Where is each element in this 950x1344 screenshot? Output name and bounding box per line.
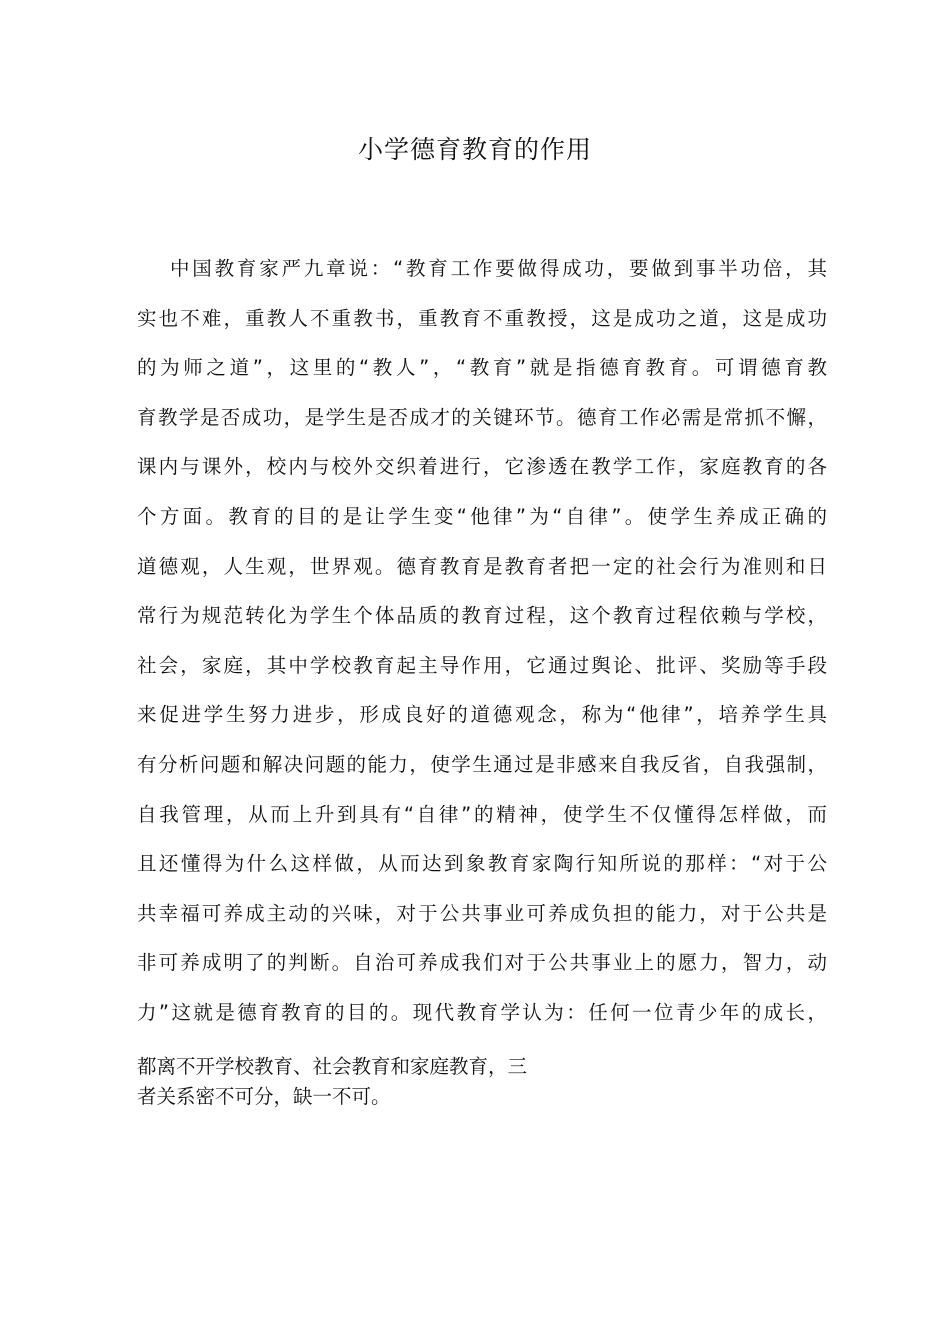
- paragraph-line: 个方面。教育的目的是让学生变“他律”为“自律”。使学生养成正确的: [137, 504, 827, 528]
- paragraph-line: 非可养成明了的判断。自治可养成我们对于公共事业上的愿力，智力，动: [137, 951, 827, 975]
- document-title: 小学德育教育的作用: [357, 135, 592, 164]
- paragraph-line: 课内与课外，校内与校外交织着进行，它渗透在教学工作，家庭教育的各: [137, 455, 827, 479]
- paragraph-line: 常行为规范转化为学生个体品质的教育过程，这个教育过程依赖与学校，: [137, 604, 827, 628]
- paragraph-line: 有分析问题和解决问题的能力，使学生通过是非感来自我反省，自我强制，: [137, 752, 827, 776]
- paragraph-line: 来促进学生努力进步，形成良好的道德观念，称为“他律”，培养学生具: [137, 703, 827, 727]
- paragraph-ending: [137, 1055, 527, 1109]
- paragraph-line: 道德观，人生观，世界观。德育教育是教育者把一定的社会行为准则和日: [137, 554, 827, 578]
- paragraph-line: 实也不难，重教人不重教书，重教育不重教授，这是成功之道，这是成功: [137, 306, 827, 330]
- paragraph-line: 自我管理，从而上升到具有“自律”的精神，使学生不仅懂得怎样做，而: [137, 802, 827, 826]
- paragraph-line: 社会，家庭，其中学校教育起主导作用，它通过舆论、批评、奖励等手段: [137, 653, 827, 677]
- body-paragraph: [137, 244, 827, 1038]
- paragraph-line: 力”这就是德育教育的目的。现代教育学认为：任何一位青少年的成长，: [137, 1000, 827, 1024]
- paragraph-line: 中国教育家严九章说：“教育工作要做得成功，要做到事半功倍，其: [170, 257, 827, 280]
- paragraph-line: 育教学是否成功，是学生是否成才的关键环节。德育工作必需是常抓不懈，: [137, 405, 827, 429]
- paragraph-line: 共幸福可养成主动的兴味，对于公共事业可养成负担的能力，对于公共是: [137, 901, 827, 925]
- paragraph-line: 的为师之道”，这里的“教人”，“教育”就是指德育教育。可谓德育教: [137, 356, 827, 380]
- paragraph-tail-line: 者关系密不可分，缺一不可。: [137, 1085, 391, 1108]
- paragraph-tail-line: 都离不开学校教育、社会教育和家庭教育，三: [137, 1055, 528, 1078]
- paragraph-line: 且还懂得为什么这样做，从而达到象教育家陶行知所说的那样：“对于公: [137, 852, 827, 876]
